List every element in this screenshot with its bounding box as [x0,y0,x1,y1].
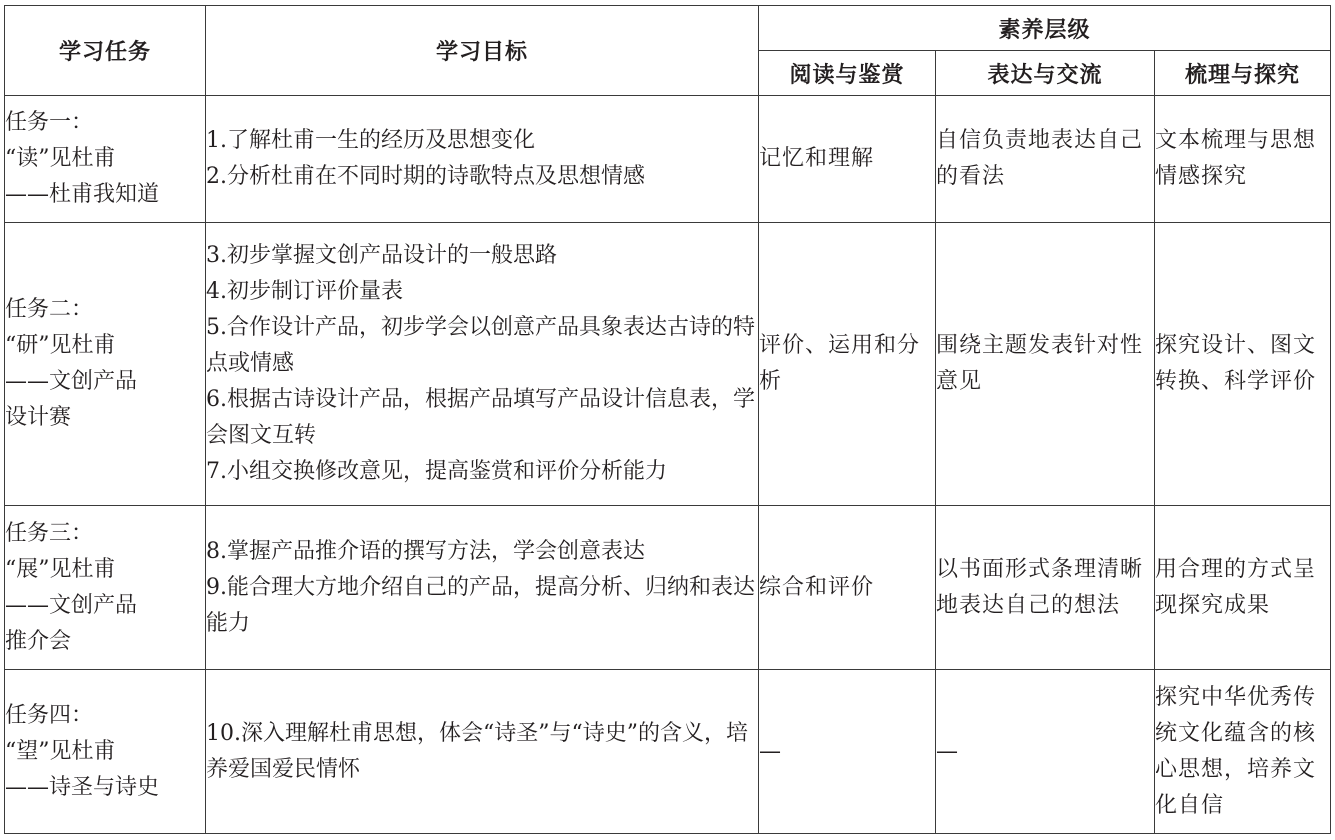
task-cell [5,96,206,223]
inquiry-cell: 用合理的方式呈现探究成果 [1155,506,1331,670]
table-row [5,506,1331,670]
objective-item: 10.深入理解杜甫思想，体会“诗圣”与“诗史”的含义，培养爱国爱民情怀 [206,720,748,782]
objective-item: 7.小组交换修改意见，提高鉴赏和评价分析能力 [206,459,667,484]
objective-item: 5.合作设计产品，初步学会以创意产品具象表达古诗的特点或情感 [206,315,755,376]
objective-item: 2.分析杜甫在不同时期的诗歌特点及思想情感 [206,164,645,189]
reading-cell: 记忆和理解 [759,96,936,223]
table-row [5,670,1331,834]
header-expression: 表达与交流 [936,51,1155,96]
objective-cell [206,96,759,223]
objective-item: 9.能合理大方地介绍自己的产品，提高分析、归纳和表达能力 [206,574,755,636]
task-line: ——文创产品 [5,592,138,618]
task-cell [5,506,206,670]
inquiry-cell: 文本梳理与思想情感探究 [1155,96,1331,223]
inquiry-cell: 探究设计、图文转换、科学评价 [1155,223,1331,506]
task-line: “研”见杜甫 [5,333,116,358]
objective-item: 3.初步掌握文创产品设计的一般思路 [206,243,557,268]
objective-cell [206,223,759,506]
table-row [5,223,1331,506]
task-line: ——文创产品 [5,369,138,394]
reading-cell: 综合和评价 [759,506,936,670]
task-cell [5,670,206,834]
task-cell [5,223,206,506]
inquiry-cell: 探究中华优秀传统文化蕴含的核心思想，培养文化自信 [1155,670,1331,834]
objective-cell [206,506,759,670]
header-literacy-level: 素养层级 [759,6,1331,51]
objective-item: 1.了解杜甫一生的经历及思想变化 [206,128,535,153]
expression-cell: — [936,670,1155,834]
task-line: 任务二： [5,297,94,322]
objective-cell [206,670,759,834]
task-line: ——诗圣与诗史 [5,774,160,800]
task-line: ——杜甫我知道 [5,182,160,207]
objective-item: 6.根据古诗设计产品，根据产品填写产品设计信息表，学会图文互转 [206,387,755,448]
header-reading: 阅读与鉴赏 [759,51,936,96]
objective-item: 8.掌握产品推介语的撰写方法，学会创意表达 [206,538,645,564]
task-line: 任务三： [5,520,94,546]
expression-cell: 以书面形式条理清晰地表达自己的想法 [936,506,1155,670]
task-line: 任务四： [5,702,94,728]
expression-cell: 围绕主题发表针对性意见 [936,223,1155,506]
table-row [5,96,1331,223]
header-inquiry: 梳理与探究 [1155,51,1331,96]
header-task: 学习任务 [5,6,206,96]
objective-item: 4.初步制订评价量表 [206,279,403,304]
task-line: “展”见杜甫 [5,556,116,582]
task-line: 任务一： [5,110,94,135]
header-objective: 学习目标 [206,6,759,96]
expression-cell: 自信负责地表达自己的看法 [936,96,1155,223]
reading-cell: — [759,670,936,834]
task-line: “读”见杜甫 [5,146,116,171]
task-line: 设计赛 [5,405,72,430]
curriculum-table [4,5,1331,834]
task-line: “望”见杜甫 [5,738,116,764]
reading-cell: 评价、运用和分析 [759,223,936,506]
task-line: 推介会 [5,628,72,654]
